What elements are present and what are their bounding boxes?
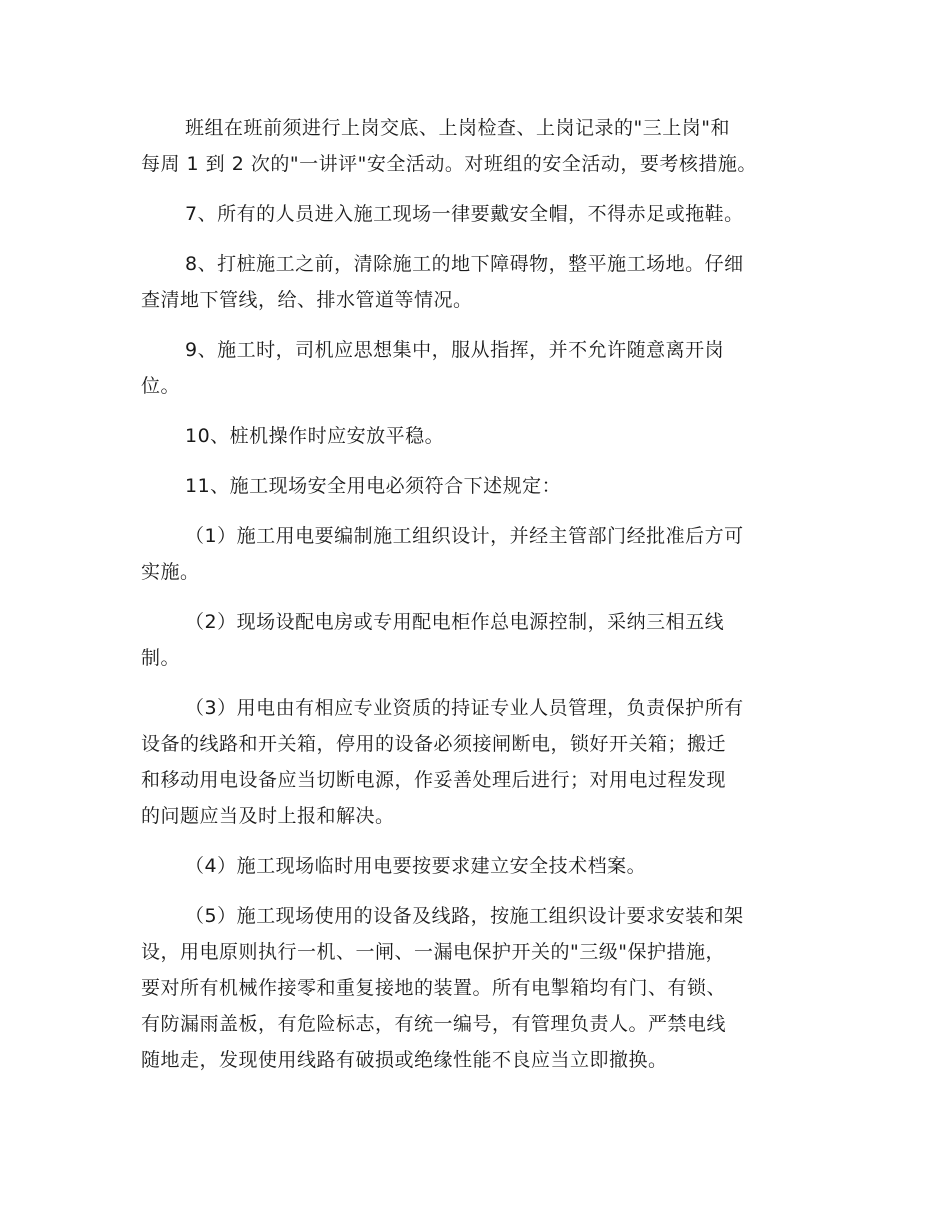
paragraph: [141, 196, 811, 232]
paragraph-line: 随地走，发现使用线路有破损或绝缘性能不良应当立即撤换。: [141, 1049, 668, 1071]
paragraph: [141, 246, 811, 318]
paragraph-line: 位。: [141, 375, 181, 397]
paragraph-line: 和移动用电设备应当切断电源，作妥善处理后进行；对用电过程发现: [141, 769, 727, 791]
paragraph-line: 设，用电原则执行一机、一闸、一漏电保护开关的"三级"保护措施，: [141, 941, 725, 963]
paragraph-line: 7、所有的人员进入施工现场一律要戴安全帽，不得赤足或拖鞋。: [185, 203, 744, 225]
document-body: [141, 110, 811, 1092]
paragraph: [141, 898, 811, 1078]
paragraph: [141, 110, 811, 182]
paragraph-line: （5）施工现场使用的设备及线路，按施工组织设计要求安装和架: [185, 905, 744, 927]
paragraph-line: 8、打桩施工之前，清除施工的地下障碍物，整平施工场地。仔细: [185, 253, 744, 275]
paragraph: [141, 518, 811, 590]
paragraph-line: 每周 1 到 2 次的"一讲评"安全活动。对班组的安全活动，要考核措施。: [141, 153, 757, 175]
paragraph: [141, 468, 811, 504]
paragraph-line: 制。: [141, 647, 181, 669]
paragraph-line: 查清地下管线，给、排水管道等情况。: [141, 289, 473, 311]
paragraph-line: （4）施工现场临时用电要按要求建立安全技术档案。: [185, 855, 647, 877]
paragraph-line: 11、施工现场安全用电必须符合下述规定：: [185, 475, 562, 497]
paragraph-line: （3）用电由有相应专业资质的持证专业人员管理，负责保护所有: [185, 697, 744, 719]
paragraph-line: 设备的线路和开关箱，停用的设备必须接闸断电，锁好开关箱；搬迁: [141, 733, 727, 755]
paragraph: [141, 332, 811, 404]
paragraph: [141, 690, 811, 834]
paragraph-line: 班组在班前须进行上岗交底、上岗检查、上岗记录的"三上岗"和: [185, 117, 730, 139]
paragraph: [141, 604, 811, 676]
paragraph-line: （1）施工用电要编制施工组织设计，并经主管部门经批准后方可: [185, 525, 744, 547]
paragraph-line: 的问题应当及时上报和解决。: [141, 805, 395, 827]
paragraph: [141, 418, 811, 454]
paragraph-line: 10、桩机操作时应安放平稳。: [185, 425, 445, 447]
paragraph-line: 实施。: [141, 561, 200, 583]
paragraph-line: 9、施工时，司机应思想集中，服从指挥，并不允许随意离开岗: [185, 339, 725, 361]
paragraph-line: 要对所有机械作接零和重复接地的装置。所有电掣箱均有门、有锁、: [141, 977, 727, 999]
paragraph-line: 有防漏雨盖板，有危险标志，有统一编号，有管理负责人。严禁电线: [141, 1013, 727, 1035]
paragraph: [141, 848, 811, 884]
paragraph-line: （2）现场设配电房或专用配电柜作总电源控制，采纳三相五线: [185, 611, 725, 633]
